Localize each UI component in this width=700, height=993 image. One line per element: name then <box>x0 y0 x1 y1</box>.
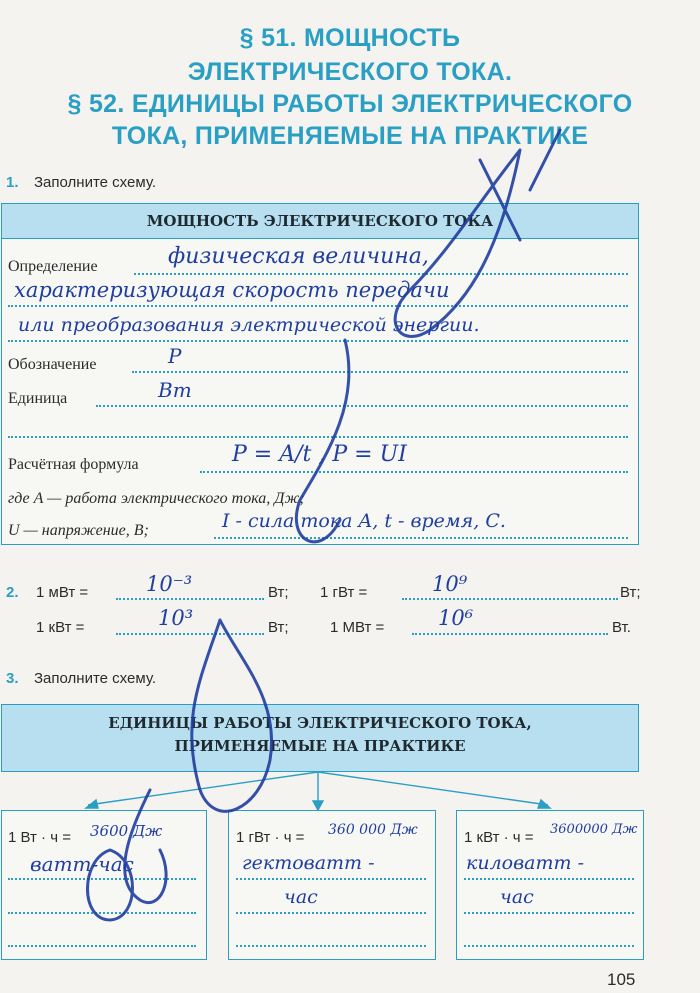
card1-label: 1 Вт · ч = <box>8 829 71 846</box>
card2-line-1 <box>236 878 426 880</box>
voltage-line: U — напряжение, В; <box>8 522 149 539</box>
definition-label: Определение <box>8 258 98 275</box>
formula-handwriting: P = A/t , P = UI <box>232 442 407 467</box>
gw-unit: Вт; <box>620 584 641 601</box>
connector-right <box>318 772 548 805</box>
definition-line-3 <box>8 340 628 342</box>
mw-handwriting: 10⁻³ <box>146 572 193 596</box>
mw-label: 1 мВт = <box>36 584 89 601</box>
notation-label: Обозначение <box>8 356 97 373</box>
arrowhead-right <box>538 800 550 808</box>
card3-label: 1 кВт · ч = <box>464 829 534 846</box>
card2-label: 1 гВт · ч = <box>236 829 305 846</box>
units-scheme-title-1: ЕДИНИЦЫ РАБОТЫ ЭЛЕКТРИЧЕСКОГО ТОКА, <box>108 714 532 732</box>
task3-number: 3. <box>6 670 19 687</box>
kw-label: 1 кВт = <box>36 619 85 636</box>
unit-line <box>96 405 628 407</box>
gw-label: 1 гВт = <box>320 584 368 601</box>
page-number: 105 <box>607 970 636 989</box>
task1-instruction: Заполните схему. <box>34 174 156 191</box>
megaw-unit: Вт. <box>612 619 631 636</box>
blank-line <box>8 436 628 438</box>
card1-name-handwriting: ватт-час <box>30 852 134 876</box>
formula-line <box>200 471 628 473</box>
card1-line-2 <box>8 912 196 914</box>
units-scheme-header <box>1 704 639 772</box>
card3-line-2 <box>464 912 634 914</box>
card3-line-3 <box>464 945 634 947</box>
kw-unit: Вт; <box>268 619 289 636</box>
kw-handwriting: 10³ <box>158 606 194 630</box>
megaw-line <box>412 633 608 635</box>
megaw-label: 1 МВт = <box>330 619 385 636</box>
card1-line-1 <box>8 878 196 880</box>
definition-handwriting-1: физическая величина, <box>168 244 429 269</box>
voltage-answer-line <box>214 537 628 539</box>
unit-label: Единица <box>8 390 68 407</box>
mw-line <box>116 598 264 600</box>
mw-unit: Вт; <box>268 584 289 601</box>
section-title-line1: § 51. МОЩНОСТЬ <box>239 24 461 52</box>
card3-line-1 <box>464 878 634 880</box>
card2-name-handwriting-1: гектоватт - <box>242 852 375 874</box>
where-line: где A — работа электрического тока, Дж; <box>8 490 305 507</box>
kw-line <box>116 633 264 635</box>
card2-line-2 <box>236 912 426 914</box>
voltage-handwriting: I - сила тока A, t - время, С. <box>222 510 506 532</box>
connector-left <box>88 772 318 805</box>
task1-number: 1. <box>6 174 19 191</box>
power-scheme-header: МОЩНОСТЬ ЭЛЕКТРИЧЕСКОГО ТОКА <box>1 203 639 239</box>
notation-line <box>132 371 628 373</box>
definition-handwriting-3: или преобразования электрической энергии. <box>18 314 480 336</box>
task3-instruction: Заполните схему. <box>34 670 156 687</box>
gw-handwriting: 10⁹ <box>432 572 468 596</box>
definition-handwriting-2: характеризующая скорость передачи <box>14 278 450 302</box>
section-title-line2: ЭЛЕКТРИЧЕСКОГО ТОКА. <box>187 58 513 86</box>
section-title-line4: ТОКА, ПРИМЕНЯЕМЫЕ НА ПРАКТИКЕ <box>111 122 589 150</box>
megaw-handwriting: 10⁶ <box>438 606 474 630</box>
card2-name-handwriting-2: час <box>284 886 318 908</box>
notation-handwriting: P <box>168 344 182 368</box>
card3-name-handwriting-2: час <box>500 886 534 908</box>
card1-line-3 <box>8 945 196 947</box>
gw-line <box>402 598 618 600</box>
task2-number: 2. <box>6 584 19 601</box>
card3-value-handwriting: 3600000 Дж <box>550 822 638 837</box>
card2-value-handwriting: 360 000 Дж <box>328 822 418 838</box>
definition-line-1 <box>134 273 628 275</box>
card1-value-handwriting: 3600 Дж <box>90 822 163 840</box>
section-title-line3: § 52. ЕДИНИЦЫ РАБОТЫ ЭЛЕКТРИЧЕСКОГО <box>67 90 633 118</box>
formula-label: Расчётная формула <box>8 456 139 473</box>
arrowhead-middle <box>313 801 323 810</box>
units-scheme-title-2: ПРИМЕНЯЕМЫЕ НА ПРАКТИКЕ <box>174 737 466 755</box>
card2-line-3 <box>236 945 426 947</box>
card3-name-handwriting-1: киловатт - <box>466 852 584 874</box>
arrowhead-left <box>86 800 98 808</box>
unit-handwriting: Вт <box>158 378 192 402</box>
definition-line-2 <box>8 305 628 307</box>
